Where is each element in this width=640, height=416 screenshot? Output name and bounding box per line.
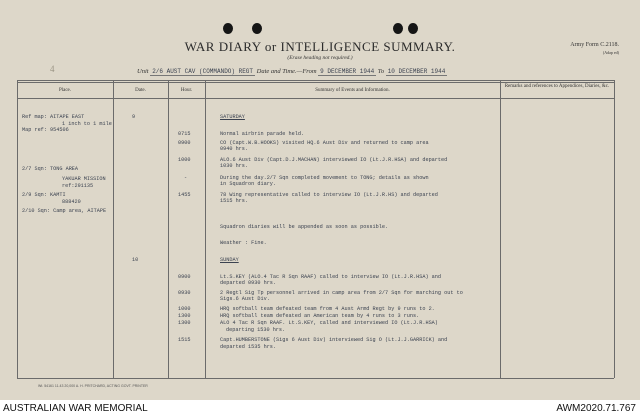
from-date: 9 DECEMBER 1944 (320, 68, 375, 75)
archive-reference: AWM2020.71.767 (556, 403, 636, 414)
day-heading: SATURDAY (220, 114, 245, 120)
column-rule (113, 80, 114, 378)
place-entry: Map ref: 954506 (22, 127, 69, 133)
hour-entry: 1300 (178, 320, 191, 326)
day-heading: SUNDAY (220, 257, 239, 263)
column-rule (500, 80, 501, 378)
table-top-rule (17, 82, 614, 83)
summary-entry: During the day.2/7 Sqn completed movement to TONG; details as shown (220, 175, 429, 181)
printer-imprint: Wt. 54161 11.43 20,000 A. H. PRITCHARD, ACTING GOVT. PRINTER (38, 384, 148, 388)
summary-entry: Capt.HUMBERSTONE (Sigs 6 Aust Div) interviewed Sig O (Lt.J.J.GARRICK) and (220, 337, 448, 343)
to-date: 10 DECEMBER 1944 (387, 68, 446, 75)
punch-hole (393, 23, 403, 34)
column-header-date: Date. (135, 88, 146, 93)
summary-entry: CO (Capt.W.B.HOOKS) visited HQ.6 Aust Div and returned to camp area (220, 140, 429, 146)
date-entry: 10 (132, 257, 139, 263)
hour-entry: 0900 (178, 274, 191, 280)
column-rule (17, 80, 18, 378)
summary-entry: departed 0930 hrs. (220, 280, 277, 286)
place-entry: 2/7 Sqn: TONG AREA (22, 166, 79, 172)
summary-entry: departed 1535 hrs. (220, 344, 277, 350)
army-form-note: (Adap ed) (602, 50, 619, 55)
column-rule (614, 80, 615, 378)
place-entry: ref:291135 (62, 183, 94, 189)
hour-entry: 1300 (178, 313, 191, 319)
place-entry: 2/10 Sqn: Camp area, AITAPE (22, 208, 107, 214)
to-label: To (377, 68, 385, 75)
hour-entry: 1455 (178, 192, 191, 198)
summary-entry: Lt.S.KEY (ALO.4 Tac R Sqn RAAF) called to interview IO (Lt.J.R.HSA) and (220, 274, 442, 280)
hour-entry: 0715 (178, 131, 191, 137)
place-entry: Ref map: AITAPE EAST (22, 114, 85, 120)
summary-entry: Squadron diaries will be appended as soon as possible. (220, 224, 389, 230)
date-time-label: Date and Time.—From (256, 68, 317, 75)
form-subtitle: (Erase heading not required.) (287, 55, 353, 61)
header-rule (17, 98, 614, 99)
summary-entry: HRQ softball team defeated team from 4 Aust Armd Regt by 9 runs to 2. (220, 306, 435, 312)
place-entry: 1 inch to 1 mile (62, 121, 112, 127)
hour-entry: 1000 (178, 306, 191, 312)
column-header-place: Place. (58, 88, 72, 93)
unit-label: Unit (137, 68, 149, 75)
summary-entry: Weather : Fine. (220, 240, 267, 246)
summary-entry: ALO.6 Aust Div (Capt.D.J.MACHAN) interviewed IO (Lt.J.R.HSA) and departed (220, 157, 448, 163)
army-form-number (570, 41, 619, 57)
form-title: WAR DIARY or INTELLIGENCE SUMMARY. (184, 39, 456, 54)
place-entry: 2/9 Sqn: KAMTI (22, 192, 66, 198)
archive-caption: AUSTRALIAN WAR MEMORIAL (3, 403, 148, 414)
hour-entry: 1000 (178, 157, 191, 163)
table-top-rule (17, 80, 614, 81)
summary-entry: 0940 hrs. (220, 146, 249, 152)
summary-entry: Normal airbrin parade held. (220, 131, 305, 137)
summary-entry: 1515 hrs. (220, 198, 249, 204)
column-header-remarks: Remarks and references to Appendices, Diaries, &c. (504, 84, 610, 89)
pencil-mark: 4 (50, 64, 55, 74)
hour-entry: 1515 (178, 337, 191, 343)
column-header-hour: Hour. (180, 88, 193, 93)
column-rule (205, 80, 206, 378)
hour-entry: 0900 (178, 140, 191, 146)
summary-entry: 2 Regtl Sig Tp personnel arrived in camp area from 2/7 Sqn for marching out to (220, 290, 463, 296)
unit-value: 2/6 AUST CAV (COMMANDO) REGT (152, 68, 254, 75)
summary-entry: in Squadron diary. (220, 181, 277, 187)
hour-entry: 0930 (178, 290, 191, 296)
place-entry: 888420 (62, 199, 81, 205)
place-entry: YAKUAR MISSION (62, 176, 106, 182)
date-entry: 9 (132, 114, 136, 120)
unit-line (137, 68, 447, 76)
punch-hole (223, 23, 233, 34)
column-rule (168, 80, 169, 378)
summary-entry: ALO 4 Tac R Sqn RAAF. Lt.S.KEY, called and interviewed IO (Lt.J.R.HSA) (220, 320, 438, 326)
table-bottom-rule (17, 378, 614, 379)
hour-entry: - (184, 175, 188, 181)
summary-entry: departing 1530 hrs. (226, 327, 286, 333)
summary-entry: HRQ softball team defeated an American team by 4 runs to 3 runs. (220, 313, 420, 319)
column-header-summary: Summary of Events and Information. (315, 88, 390, 93)
punch-hole (252, 23, 262, 34)
army-form-label: Army Form C.2118. (570, 42, 619, 48)
summary-entry: 1030 hrs. (220, 163, 249, 169)
summary-entry: Sigs.6 Aust Div. (220, 296, 270, 302)
punch-hole (408, 23, 418, 34)
summary-entry: 78 Wing representative called to interview IO (Lt.J.R.HS) and departed (220, 192, 438, 198)
